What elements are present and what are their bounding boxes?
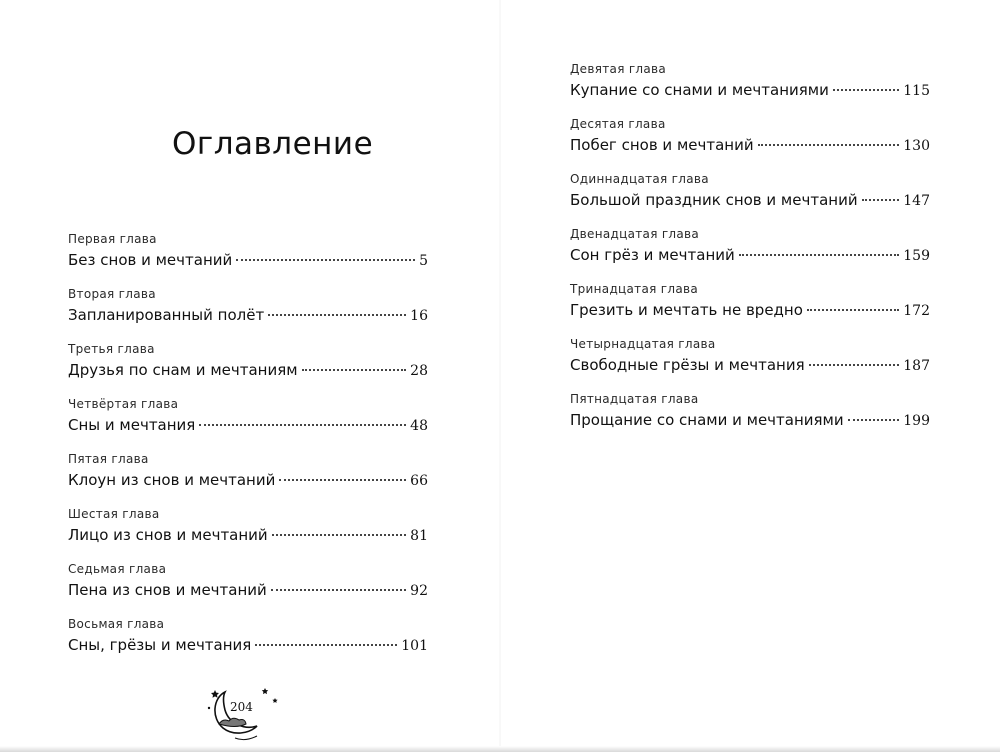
toc-line xyxy=(68,248,428,272)
toc-line xyxy=(570,78,930,102)
chapter-number: Четырнадцатая глава xyxy=(570,337,716,351)
dot-leader xyxy=(199,424,406,426)
chapter-title: Без снов и мечтаний xyxy=(68,251,233,269)
toc-line xyxy=(68,633,428,657)
chapter-number: Восьмая глава xyxy=(68,617,165,631)
toc-entry[interactable] xyxy=(570,227,930,282)
chapter-number: Десятая глава xyxy=(570,117,666,131)
page-number: 28 xyxy=(410,363,428,379)
page-number: 187 xyxy=(903,358,930,374)
dot-leader xyxy=(268,314,406,316)
chapter-number: Вторая глава xyxy=(68,287,156,301)
toc-line xyxy=(68,358,428,382)
toc-line xyxy=(68,523,428,547)
chapter-number: Третья глава xyxy=(68,342,155,356)
chapter-number: Шестая глава xyxy=(68,507,160,521)
toc-line xyxy=(570,353,930,377)
dot-leader xyxy=(758,144,900,146)
toc-line xyxy=(68,303,428,327)
toc-line xyxy=(570,298,930,322)
chapter-title: Лицо из снов и мечтаний xyxy=(68,526,268,544)
toc-left-column xyxy=(68,232,428,672)
toc-entry[interactable] xyxy=(570,337,930,392)
chapter-title: Пена из снов и мечтаний xyxy=(68,581,267,599)
dot-leader xyxy=(807,309,899,311)
page-number: 204 xyxy=(230,700,253,714)
toc-entry[interactable] xyxy=(68,397,428,452)
dot-leader xyxy=(809,364,900,366)
toc-entry[interactable] xyxy=(570,392,930,447)
page-number: 172 xyxy=(903,303,930,319)
chapter-title: Свободные грёзы и мечтания xyxy=(570,356,805,374)
toc-entry[interactable] xyxy=(68,562,428,617)
toc-line xyxy=(68,578,428,602)
toc-line xyxy=(68,468,428,492)
chapter-title: Большой праздник снов и мечтаний xyxy=(570,191,858,209)
page-edge xyxy=(0,746,1000,752)
dot-leader xyxy=(739,254,900,256)
toc-entry[interactable] xyxy=(68,232,428,287)
page-number: 5 xyxy=(419,253,428,269)
page-number: 101 xyxy=(401,638,428,654)
page-number: 92 xyxy=(410,583,428,599)
toc-entry[interactable] xyxy=(68,452,428,507)
page-number: 66 xyxy=(410,473,428,489)
page-number: 199 xyxy=(903,413,930,429)
chapter-title: Побег снов и мечтаний xyxy=(570,136,754,154)
chapter-title: Прощание со снами и мечтаниями xyxy=(570,411,844,429)
toc-entry[interactable] xyxy=(570,172,930,227)
dot-leader xyxy=(236,259,415,261)
chapter-number: Пятнадцатая глава xyxy=(570,392,699,406)
page-number: 130 xyxy=(903,138,930,154)
chapter-number: Двенадцатая глава xyxy=(570,227,700,241)
toc-entry[interactable] xyxy=(68,342,428,397)
chapter-number: Тринадцатая глава xyxy=(570,282,698,296)
chapter-title: Грезить и мечтать не вредно xyxy=(570,301,803,319)
dot-leader xyxy=(833,89,899,91)
chapter-title: Сон грёз и мечтаний xyxy=(570,246,735,264)
chapter-title: Сны и мечтания xyxy=(68,416,196,434)
chapter-title: Друзья по снам и мечтаниям xyxy=(68,361,298,379)
toc-line xyxy=(570,243,930,267)
chapter-number: Одиннадцатая глава xyxy=(570,172,709,186)
chapter-number: Девятая глава xyxy=(570,62,667,76)
dot-leader xyxy=(862,199,900,201)
toc-line xyxy=(570,133,930,157)
toc-line xyxy=(570,408,930,432)
toc-entry[interactable] xyxy=(570,62,930,117)
page-folio xyxy=(205,684,285,744)
page-number: 147 xyxy=(903,193,930,209)
dot-leader xyxy=(271,589,406,591)
toc-line xyxy=(68,413,428,437)
book-gutter xyxy=(499,0,501,752)
page-number: 16 xyxy=(410,308,428,324)
dot-leader xyxy=(848,419,900,421)
toc-entry[interactable] xyxy=(68,617,428,672)
toc-entry[interactable] xyxy=(570,117,930,172)
chapter-title: Купание со снами и мечтаниями xyxy=(570,81,829,99)
dot-leader xyxy=(272,534,406,536)
dot-leader xyxy=(302,369,407,371)
dot-leader xyxy=(255,644,397,646)
page-number: 115 xyxy=(903,83,930,99)
moon-stars-ornament-icon xyxy=(205,684,285,744)
page-number: 159 xyxy=(903,248,930,264)
chapter-number: Пятая глава xyxy=(68,452,149,466)
toc-entry[interactable] xyxy=(570,282,930,337)
chapter-title: Сны, грёзы и мечтания xyxy=(68,636,252,654)
toc-right-column xyxy=(570,62,930,447)
chapter-number: Первая глава xyxy=(68,232,157,246)
page-number: 48 xyxy=(410,418,428,434)
page-number: 81 xyxy=(410,528,428,544)
chapter-title: Запланированный полёт xyxy=(68,306,265,324)
toc-entry[interactable] xyxy=(68,507,428,562)
toc-entry[interactable] xyxy=(68,287,428,342)
chapter-number: Четвёртая глава xyxy=(68,397,179,411)
chapter-number: Седьмая глава xyxy=(68,562,167,576)
chapter-title: Клоун из снов и мечтаний xyxy=(68,471,276,489)
toc-line xyxy=(570,188,930,212)
dot-leader xyxy=(279,479,406,481)
page-title: Оглавление xyxy=(172,126,374,162)
